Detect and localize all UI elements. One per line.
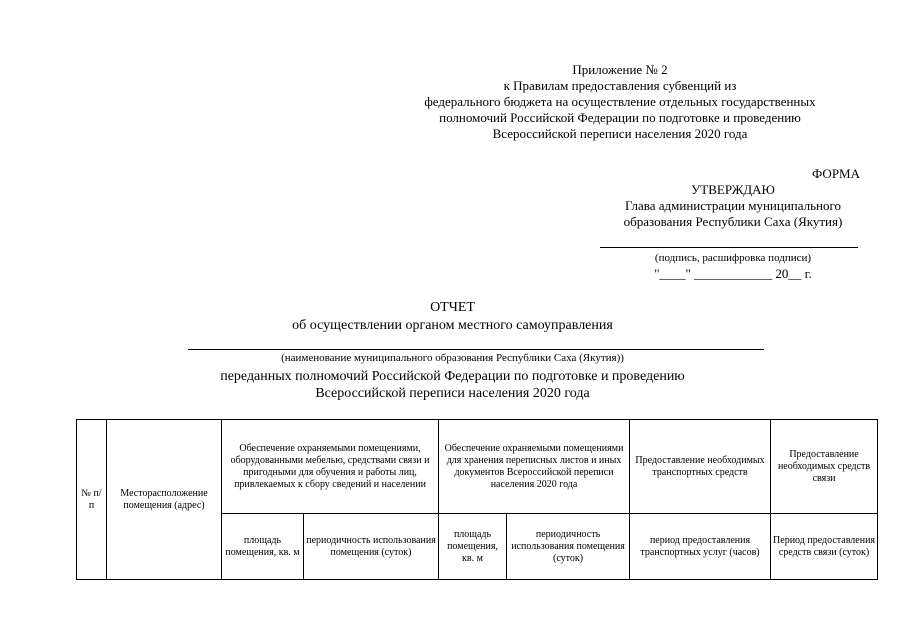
table-header-row: [77, 420, 878, 514]
report-table: [76, 419, 878, 580]
column-group-transport: Предоставление необходимых транспортных средств: [630, 420, 771, 514]
appendix-line: Приложение № 2: [572, 62, 668, 77]
subheader-frequency: периодичность использования помещения (суток): [507, 514, 630, 580]
appendix-line: полномочий Российской Федерации по подготовке и проведению: [439, 110, 801, 125]
form-label: ФОРМА: [812, 166, 860, 181]
approval-block: [592, 182, 874, 230]
column-group-communications: Предоставление необходимых средств связи: [771, 420, 878, 514]
appendix-header: [360, 62, 880, 142]
subheader-frequency: периодичность использования помещения (суток): [304, 514, 439, 580]
subheader-transport-period: период предоставления транспортных услуг (часов): [630, 514, 771, 580]
column-header-location: Месторасположение помещения (адрес): [107, 420, 222, 580]
approval-title: УТВЕРЖДАЮ: [691, 182, 775, 197]
appendix-line: к Правилам предоставления субвенций из: [503, 78, 737, 93]
appendix-line: федерального бюджета на осуществление отдельных государственных: [424, 94, 816, 109]
report-line-4: Всероссийской переписи населения 2020 года: [315, 386, 590, 401]
appendix-line: Всероссийской переписи населения 2020 года: [492, 126, 748, 141]
report-line-3: переданных полномочий Российской Федерации по подготовке и проведению: [220, 369, 685, 384]
subheader-communications-period: Период предоставления средств связи (суток): [771, 514, 878, 580]
subheader-area: площадь помещения, кв. м: [439, 514, 507, 580]
report-title: ОТЧЕТ: [430, 300, 475, 315]
municipality-name-line: [188, 349, 764, 350]
report-subtitle: об осуществлении органом местного самоуправления: [292, 318, 613, 333]
column-group-storage-premises: Обеспечение охраняемыми помещениями для хранения переписных листов и иных документов Всероссийской переписи населения 2020 года: [439, 420, 630, 514]
approval-position-line: образования Республики Саха (Якутия): [623, 214, 843, 229]
subheader-area: площадь помещения, кв. м: [222, 514, 304, 580]
column-group-work-premises: Обеспечение охраняемыми помещениями, оборудованными мебелью, средствами связи и пригодными для обучения и работы лиц, привлекаемых к сбору сведений и населении: [222, 420, 439, 514]
municipality-caption: (наименование муниципального образования Республики Саха (Якутия)): [281, 352, 624, 364]
signature-line: [600, 247, 858, 248]
column-header-number: № п/п: [77, 420, 107, 580]
approval-position-line: Глава администрации муниципального: [624, 198, 842, 213]
signature-caption: (подпись, расшифровка подписи): [654, 252, 812, 264]
date-line: "____" ____________ 20__ г.: [654, 266, 812, 281]
